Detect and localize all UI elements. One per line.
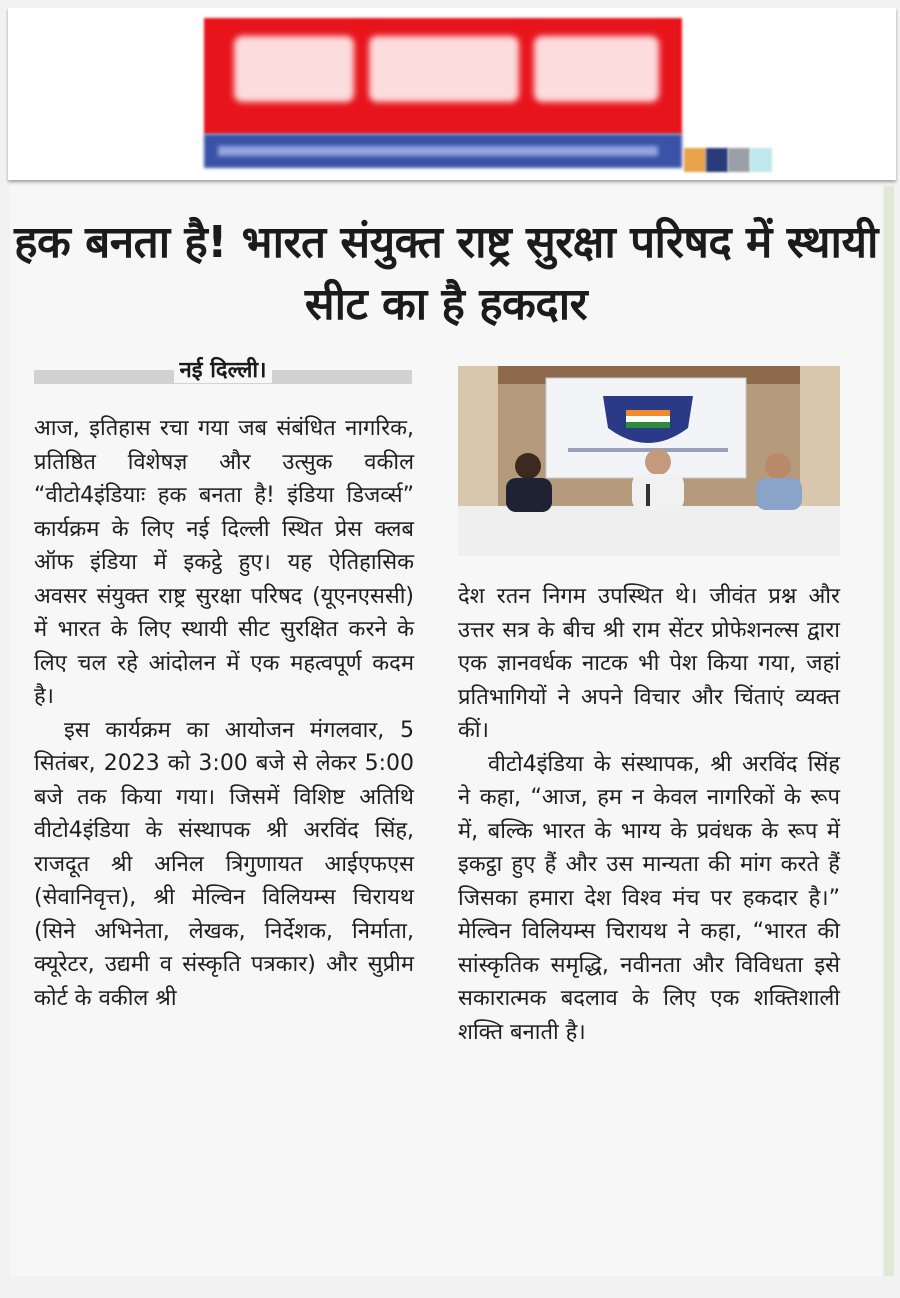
masthead bbox=[8, 8, 896, 180]
banner-text-line bbox=[568, 448, 728, 452]
banner-flag-saffron bbox=[626, 410, 670, 416]
speaker-body bbox=[756, 478, 802, 510]
photo-pillar-right bbox=[800, 366, 840, 516]
article-column-left bbox=[34, 412, 414, 1015]
logo-accent-icon bbox=[684, 148, 706, 172]
article-column-right bbox=[458, 580, 840, 1049]
speaker-head bbox=[765, 453, 791, 479]
newspaper-logo bbox=[204, 18, 682, 134]
logo-tagline-text bbox=[218, 146, 658, 156]
speaker-body bbox=[632, 474, 684, 510]
speaker-head bbox=[515, 453, 541, 479]
article-paragraph: देश रतन निगम उपस्थित थे। जीवंत प्रश्न और उत्तर सत्र के बीच श्री राम सेंटर प्रोफेशनल्स द्वारा एक ज्ञानवर्धक नाटक भी पेश किया गया, जहां प्रतिभागियों ने अपने विचार और चिंताएं व्यक्त कीं। bbox=[458, 584, 840, 743]
dateline bbox=[0, 354, 446, 388]
conference-table bbox=[458, 506, 840, 556]
banner-flag-green bbox=[626, 422, 670, 428]
article-headline: हक बनता है! भारत संयुक्त राष्ट्र सुरक्षा परिषद में स्थायी सीट का है हकदार bbox=[14, 217, 878, 330]
logo-accent-icon bbox=[728, 148, 750, 172]
press-conference-photo bbox=[458, 366, 840, 556]
logo-letter-shape bbox=[534, 36, 659, 102]
microphone-icon bbox=[646, 484, 650, 506]
logo-accent-icon bbox=[750, 148, 772, 172]
logo-letter-shape bbox=[369, 36, 519, 102]
photo-pillar-left bbox=[458, 366, 498, 516]
article-paragraph: इस कार्यक्रम का आयोजन मंगलवार, 5 सितंबर, 2023 को 3:00 बजे से लेकर 5:00 बजे तक किया गया। जिसमें विशिष्ट अतिथि वीटो4इंडिया के संस्थापक श्री अरविंद सिंह, राजदूत श्री अनिल त्रिगुणायत आईएफएस (सेवानिवृत्त), श्री मेल्विन विलियम्स चिरायथ (सिने अभिनेता, लेखक, निर्देशक, निर्माता, क्यूरेटर, उद्यमी व संस्कृति पत्रकार) और सुप्रीम कोर्ट के वकील श्री bbox=[34, 717, 414, 1011]
photo-illustration bbox=[458, 366, 840, 556]
page-edge-stripe bbox=[884, 186, 894, 1276]
logo-letter-shape bbox=[234, 36, 354, 102]
logo-accent-icon bbox=[706, 148, 728, 172]
article-paragraph: आज, इतिहास रचा गया जब संबंधित नागरिक, प्रतिष्ठित विशेषज्ञ और उत्सुक वकील “वीटो4इंडियाः हक बनता है! इंडिया डिजर्व्स” कार्यक्रम के लिए नई दिल्ली स्थित प्रेस क्लब ऑफ इंडिया में इकट्ठे हुए। यह ऐतिहासिक अवसर संयुक्त राष्ट्र सुरक्षा परिषद (यूएनएससी) में भारत के लिए स्थायी सीट सुरक्षित करने के लिए चल रहे आंदोलन में एक महत्वपूर्ण कदम है। bbox=[34, 416, 414, 709]
banner-flag-white bbox=[626, 416, 670, 422]
article-paragraph: वीटो4इंडिया के संस्थापक, श्री अरविंद सिंह ने कहा, “आज, हम न केवल नागरिकों के रूप में, बल्कि भारत के भाग्य के प्रवंधक के रूप में इकट्ठा हुए हैं और उस मान्यता की मांग करते हैं जिसका हमारा देश विश्व मंच पर हकदार है।” मेल्विन विलियम्स चिरायथ ने कहा, “भारत की सांस्कृतिक समृद्धि, नवीनता और विविधता इसे सकारात्मक बदलाव के लिए एक शक्तिशाली शक्ति बनाती है। bbox=[458, 751, 840, 1045]
dateline-text: नई दिल्ली। bbox=[174, 358, 273, 383]
speaker-head bbox=[645, 449, 671, 475]
speaker-body bbox=[506, 478, 552, 512]
